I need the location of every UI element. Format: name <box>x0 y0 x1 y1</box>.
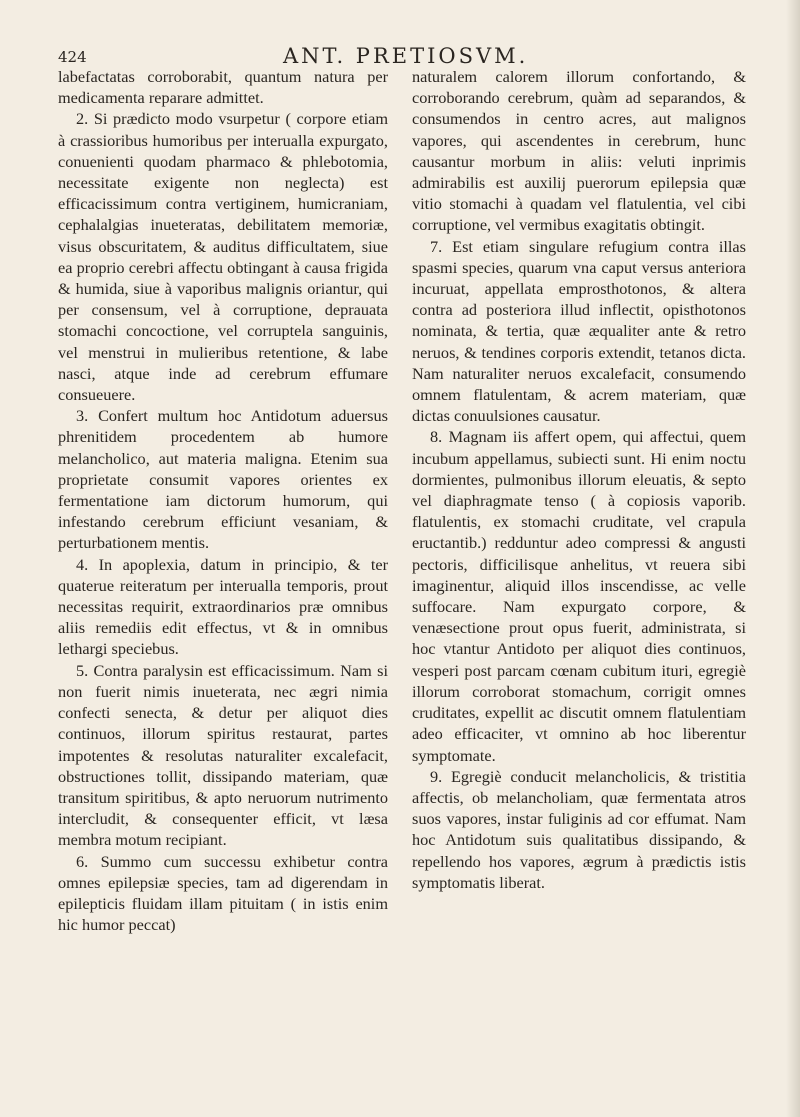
paragraph: naturalem calorem illorum confortando, & corroborando cerebrum, quàm ad separandos, & consumendos in centro acres, aut malignos vapores, qui ascendentes in cerebrum, hunc causantur morbum in aliis: veluti inprimis admirabilis est auxilij puerorum epilepsia quæ vitio stomachi à quadam vel flatulentia, vel cibi corruptione, vel vermibus exagitatis obtingit. <box>412 67 746 235</box>
paragraph: 7. Est etiam singulare refugium contra illas spasmi species, quarum vna caput versus anteriora incuruat, appellata emprosthotonos, & altera contra ad posteriora illud inflectit, opisthotonos nominata, & tertia, quæ æqualiter ante & retro neruos, & tendines corporis extendit, tetanos dicta. Nam naturaliter neruos excalefacit, consumendo omnem flatulentam, & acrem materiam, quæ dictas conuulsiones causatur. <box>412 236 746 426</box>
paragraph: labefactatas corroborabit, quantum natura per medicamenta reparare admittet. <box>58 67 388 108</box>
page-edge-shadow <box>786 0 800 1117</box>
page-number: 424 <box>58 48 87 66</box>
paragraph: 4. In apoplexia, datum in principio, & ter quaterue reiteratum per interualla temporis, prout necessitas requirit, extraordinarios præ omnibus aliis remediis edit effectus, vt & in omnibus lethargi speciebus. <box>58 554 388 659</box>
paragraph: 8. Magnam iis affert opem, qui affectui, quem incubum appellamus, subiecti sunt. Hi enim noctu dormientes, pulmonibus illorum eleuatis, & septo vel diaphragmate tenso ( à copiosis vaporib. flatulentis, ex stomachi cruditate, vel crapula eructantib.) redduntur adeo compressi & angusti pectoris, difficilisque anhelitus, vt reuera sibi imaginentur, aliquid illos inscendisse, ac velle suffocare. Nam expurgato corpore, & venæsectione prout opus fuerit, administrata, si hoc vtantur Antidoto per aliquot dies continuos, vesperi post parcam cœnam cubitum ituri, egregiè illorum corroborat stomachum, corrigit omnes cruditates, expellit ac discutit omnem flatulentiam adeo efficaciter, vt omnino ab hoc liberentur symptomate. <box>412 427 746 765</box>
right-column <box>412 66 746 893</box>
paragraph: 9. Egregiè conducit melancholicis, & tristitia affectis, ob melancholiam, quæ fermentata atros suos vapores, instar fuliginis ad cor effumat. Nam hoc Antidotum suis qualitatibus dissipando, & repellendo hos vapores, ægrum à prædictis istis symptomatis liberat. <box>412 766 746 892</box>
left-column <box>58 66 388 935</box>
running-head: ANT. PRETIOSVM. <box>283 44 529 68</box>
paragraph: 5. Contra paralysin est efficacissimum. Nam si non fuerit nimis inueterata, nec ægri nimia confecti senecta, & detur per aliquot dies continuos, illorum spiritus restaurat, partes impotentes & resolutas naturaliter excalefacit, obstructiones tollit, dissipando materiam, quæ transitum spiritibus, & apto neruorum nutrimento intercludit, & consequenter efficit, vt læsa membra motum recipiant. <box>58 660 388 850</box>
paragraph: 6. Summo cum successu exhibetur contra omnes epilepsiæ species, tam ad digerendam in epilepticis fluidam illam pituitam ( in istis enim hic humor peccat) <box>58 851 388 935</box>
paragraph: 3. Confert multum hoc Antidotum aduersus phrenitidem procedentem ab humore melancholico, aut materia maligna. Etenim sua proprietate consumit vapores orientes ex fermentatione iam dictorum humorum, qui infestando cerebrum efficiunt vesaniam, & perturbationem mentis. <box>58 406 388 553</box>
paragraph: 2. Si prædicto modo vsurpetur ( corpore etiam à crassioribus humoribus per interualla expurgato, conuenienti quodam pharmaco & phlebotomia, necessitate exigente non neglecta) est efficacissimum contra vertiginem, humicraniam, cephalalgias inueteratas, debilitatem memoriæ, visus obscuritatem, & auditus difficultatem, siue ea proprio cerebri affectu obtingant à causa frigida & humida, siue à vaporibus malignis oriantur, qui per consensum, vel à corruptione, deprauata stomachi concoctione, vel corruptela sanguinis, vel menstrui in mulieribus retentione, & labe nasci, atque inde ad cerebrum effumare consueuere. <box>58 109 388 405</box>
